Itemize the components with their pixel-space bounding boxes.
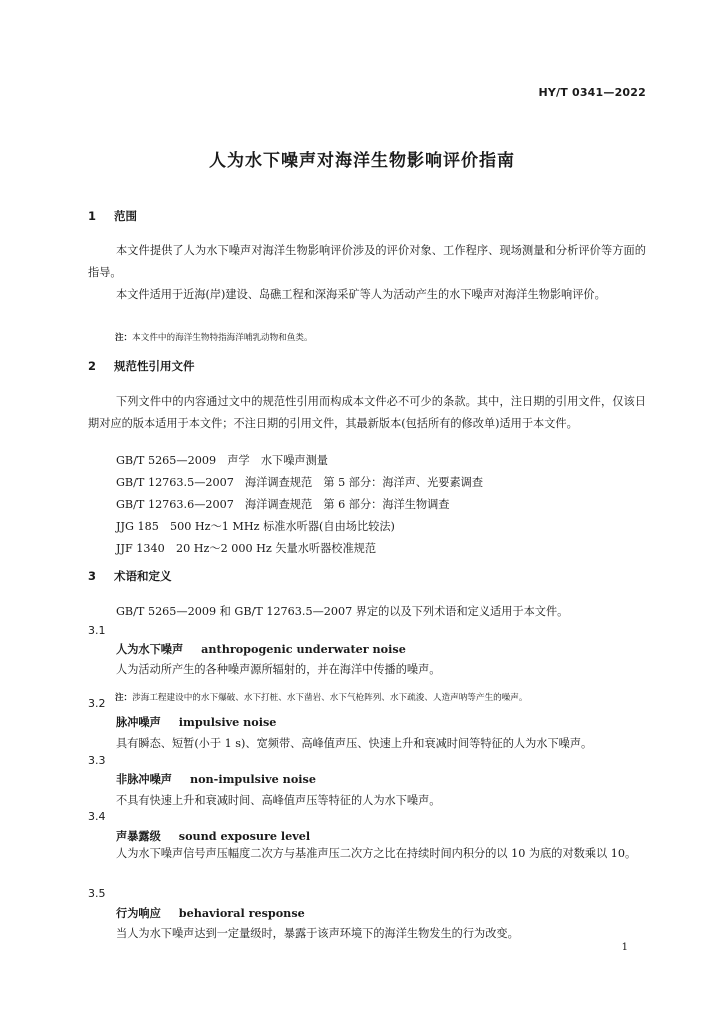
section-3-heading [88,568,172,584]
section-number: 1 [88,209,97,223]
document-code: HY/T 0341—2022 [538,86,646,99]
note-label: 注： [114,333,133,343]
term-english: impulsive noise [178,715,277,729]
term-number: 3.4 [88,810,106,823]
term-definition: 不具有快速上升和衰减时间、高峰值声压等特征的人为水下噪声。 [116,794,441,807]
term-definition: 具有瞬态、短暂(小于 1 s)、宽频带、高峰值声压、快速上升和衰减时间等特征的人为水下噪声。 [116,737,593,750]
term-chinese: 行为响应 [116,907,161,920]
section-number: 2 [88,359,97,373]
reference-item: GB/T 5265—2009 声学 水下噪声测量 [116,454,328,467]
term-number: 3.2 [88,697,106,710]
note-text: 本文件中的海洋生物特指海洋哺乳动物和鱼类。 [132,333,313,343]
normative-references-intro: 下列文件中的内容通过文中的规范性引用而构成本文件必不可少的条款。其中，注日期的引用文件，仅该日期对应的版本适用于本文件；不注日期的引用文件，其最新版本(包括所有的修改单)适用于本文件。 [88,395,646,430]
section-2-heading [88,358,195,374]
section-number: 3 [88,569,97,583]
term-definition: 人为活动所产生的各种噪声源所辐射的，并在海洋中传播的噪声。 [116,663,441,676]
term-english: non-impulsive noise [189,772,316,786]
term-number: 3.3 [88,754,106,767]
scope-paragraph-2: 本文件适用于近海(岸)建设、岛礁工程和深海采矿等人为活动产生的水下噪声对海洋生物影响评价。 [116,288,606,301]
section-title: 术语和定义 [114,569,172,583]
scope-paragraph-1: 本文件提供了人为水下噪声对海洋生物影响评价涉及的评价对象、工作程序、现场测量和分析评价等方面的指导。 [88,244,646,279]
term-english: sound exposure level [178,829,311,843]
term-number: 3.1 [88,624,106,637]
term-heading [116,771,316,787]
term-number: 3.5 [88,887,106,900]
section-1-heading [88,208,137,224]
reference-item: GB/T 12763.6—2007 海洋调查规范 第 6 部分：海洋生物调查 [116,498,450,511]
term-heading [116,641,406,657]
reference-item: JJF 1340 20 Hz～2 000 Hz 矢量水听器校准规范 [116,542,377,555]
term-chinese: 人为水下噪声 [116,643,184,656]
note-text: 涉海工程建设中的水下爆破、水下打桩、水下凿岩、水下气枪阵列、水下疏浚、人造声呐等产生的噪声。 [132,693,528,703]
terms-intro: GB/T 5265—2009 和 GB/T 12763.5—2007 界定的以及下列术语和定义适用于本文件。 [116,605,569,618]
term-chinese: 非脉冲噪声 [116,773,172,786]
term-english: anthropogenic underwater noise [201,642,406,656]
term-english: behavioral response [178,906,305,920]
reference-item: GB/T 12763.5—2007 海洋调查规范 第 5 部分：海洋声、光要素调查 [116,476,484,489]
note-label: 注： [114,693,133,703]
scope-note [104,321,313,353]
term-chinese: 脉冲噪声 [116,716,161,729]
reference-item: JJG 185 500 Hz～1 MHz 标准水听器(自由场比较法) [116,520,395,533]
term-definition: 人为水下噪声信号声压幅度二次方与基准声压二次方之比在持续时间内积分的以 10 为底的对数乘以 10。 [116,847,637,860]
page-number: 1 [621,942,628,953]
term-heading [116,714,276,730]
term-definition: 当人为水下噪声达到一定量级时，暴露于该声环境下的海洋生物发生的行为改变。 [116,927,519,940]
term-heading [116,828,310,844]
section-title: 规范性引用文件 [114,359,195,373]
document-title: 人为水下噪声对海洋生物影响评价指南 [209,151,515,171]
term-note [104,681,527,713]
section-title: 范围 [114,209,138,223]
term-chinese: 声暴露级 [116,830,161,843]
term-heading [116,905,305,921]
